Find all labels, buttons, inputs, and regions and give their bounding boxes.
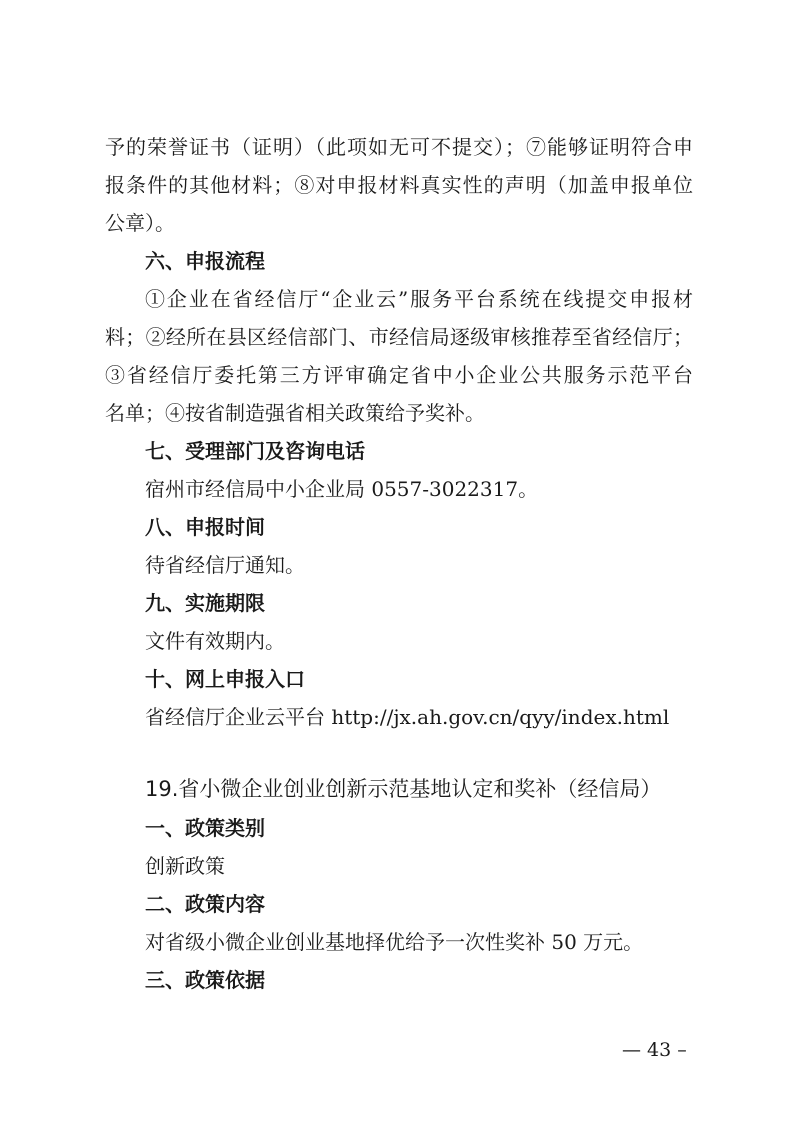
process-line-3: ③省经信厅委托第三方评审确定省中小企业公共服务示范平台 [105,363,693,387]
contact-text: 宿州市经信局中小企业局 0557-3022317。 [145,477,539,501]
period-text: 文件有效期内。 [145,629,285,653]
policy-category-text: 创新政策 [145,854,225,878]
section-19-title: 19.省小微企业创业创新示范基地认定和奖补（经信局） [145,777,662,801]
policy-content-text: 对省级小微企业创业基地择优给予一次性奖补 50 万元。 [145,930,644,954]
policy-content-heading: 二、政策内容 [145,892,265,916]
materials-line-2: 报条件的其他材料；⑧对申报材料真实性的声明（加盖申报单位 [105,173,693,197]
portal-heading: 十、网上申报入口 [145,667,305,691]
policy-basis-heading: 三、政策依据 [145,968,265,992]
time-heading: 八、申报时间 [145,515,265,539]
process-line-2: 料；②经所在县区经信部门、市经信局逐级审核推荐至省经信厅； [105,325,693,349]
period-heading: 九、实施期限 [145,591,265,615]
materials-line-3: 公章）。 [105,211,175,235]
process-line-4: 名单；④按省制造强省相关政策给予奖补。 [105,401,485,425]
process-line-1: ①企业在省经信厅“企业云”服务平台系统在线提交申报材 [145,287,693,311]
contact-heading: 七、受理部门及咨询电话 [145,439,365,463]
time-text: 待省经信厅通知。 [145,553,305,577]
policy-category-heading: 一、政策类别 [145,816,265,840]
portal-text: 省经信厅企业云平台 http://jx.ah.gov.cn/qyy/index.html [145,705,670,729]
materials-line-1: 予的荣誉证书（证明）（此项如无可不提交）；⑦能够证明符合申 [105,135,693,159]
process-heading: 六、申报流程 [145,249,265,273]
page-number: — 43 – [622,1039,687,1061]
